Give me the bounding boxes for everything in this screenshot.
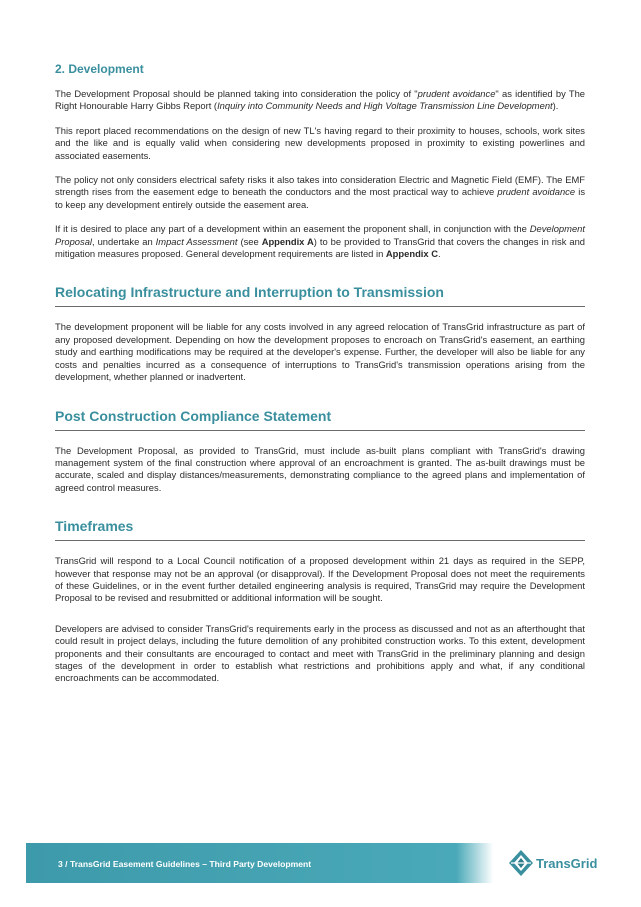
paragraph: The Development Proposal, as provided to TransGrid, must include as-built plans compliant with TransGrid's drawing management system of the final construction where approval of an encroachment is granted. The as-built drawings must be accurate, scaled and display distances/measurements, demonstrating compliance to the agreed plans and implementation of agreed control measures. [55, 444, 585, 493]
paragraph: The policy not only considers electrical safety risks it also takes into consideration Electric and Magnetic Field (EMF). The EMF strength rises from the easement edge to beneath the conductors and the most practical way to achieve prudent avoidance is to keep any development entirely outside the easement area. [55, 174, 586, 210]
section-heading-relocating: Relocating Infrastructure and Interruption to Transmission [55, 284, 585, 307]
section-heading-development: 2. Development [55, 62, 144, 76]
paragraph: Developers are advised to consider TransGrid's requirements early in the process as discussed and not as an afterthought that could result in project delays, including the future demolition of any prohibited construction works. To this extent, development proponents and their consultants are encouraged to contact and meet with TransGrid in the preliminary planning and design stages of the development in order to establish what restrictions and prohibitions apply and what, if any conditional encroachments can be accommodated. [55, 622, 585, 684]
paragraph: The Development Proposal should be planned taking into consideration the policy of "prudent avoidance" as identified by The Right Honourable Harry Gibbs Report (Inquiry into Community Needs and High Voltage Transmission Line Development). [55, 88, 585, 112]
paragraph: This report placed recommendations on the design of new TL's having regard to their proximity to houses, schools, work sites and the like and is equally valid when considering new developments proposed in proximity to existing powerlines and associated easements. [55, 124, 585, 161]
transgrid-logo [508, 849, 608, 879]
paragraph: TransGrid will respond to a Local Council notification of a proposed development within 21 days as required in the SEPP, however that response may not be an approval (or disapproval). If the Development Proposal does not meet the requirements of these Guidelines, or in the event further detailed engineering analysis is required, TransGrid may require the Development Proposal to be revised and resubmitted or additional information will be sought. [55, 555, 585, 604]
paragraph: If it is desired to place any part of a development within an easement the proponent shall, in conjunction with the Development Proposal, undertake an Impact Assessment (see Appendix A) to be provided to TransGrid that covers the changes in risk and mitigation measures proposed. General development requirements are listed in Appendix C. [55, 223, 586, 260]
transgrid-logo-icon [508, 849, 534, 877]
section-heading-compliance: Post Construction Compliance Statement [55, 408, 585, 431]
logo-text: TransGrid [536, 856, 598, 871]
page-content [55, 62, 585, 697]
page-footer [0, 843, 641, 907]
footer-title: 3 / TransGrid Easement Guidelines – Third Party Development [58, 859, 312, 869]
paragraph: The development proponent will be liable for any costs involved in any agreed relocation of TransGrid infrastructure as part of any proposed development. Depending on how the development proposes to encroach on TransGrid's easement, an earthing study and earthing modifications may be required at the developer's expense. Further, the developer will also be liable for any costs and penalties incurred as a consequence of interruptions to TransGrid's transmission operations arising from the development, whether planned or inadvertent. [55, 321, 585, 383]
section-heading-timeframes: Timeframes [55, 518, 585, 541]
